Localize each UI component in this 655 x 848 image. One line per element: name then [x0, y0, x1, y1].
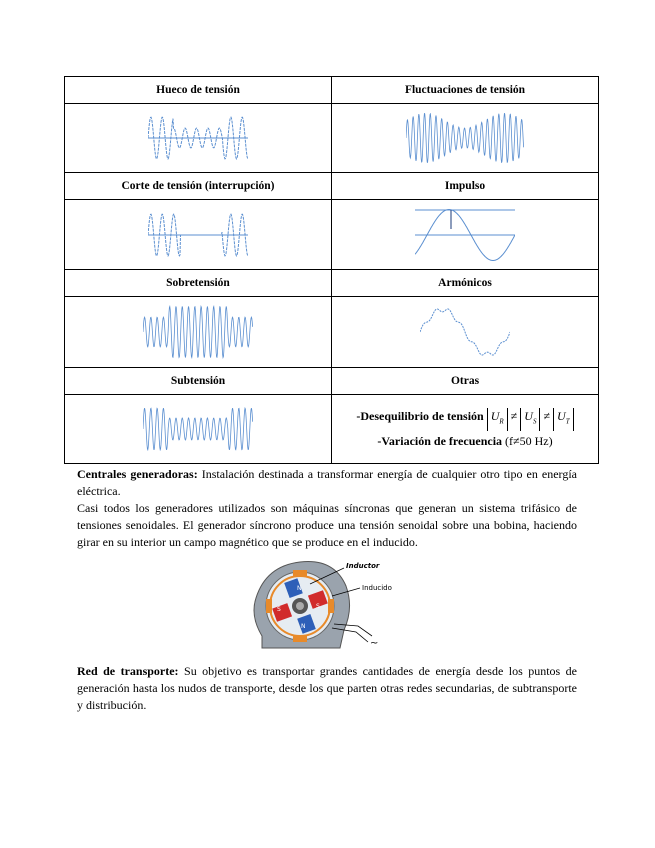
transporte-paragraph [77, 663, 577, 714]
pole-s-left: S [277, 606, 281, 613]
inducido-label: Inducido [362, 584, 392, 592]
variacion-label: -Variación de frecuencia [377, 433, 503, 448]
generadoras-text: Instalación destinada a transformar energía de cualquier otro tipo en energía eléctrica. [77, 467, 577, 498]
ut-abs: $U_T$ [553, 408, 574, 430]
armon-signal [420, 309, 510, 355]
variacion-line [332, 431, 598, 452]
ur-abs: $U_R$ [487, 408, 508, 430]
table-header-hueco: Hueco de tensión [65, 77, 332, 104]
pole-s-right: S [316, 603, 320, 610]
table-header-otras: Otras [332, 368, 599, 395]
pole-n-top: N [297, 585, 302, 592]
generadoras-title: Centrales generadoras: [77, 467, 198, 481]
generadores-text: Casi todos los generadores utilizados son máquinas síncronas que generan un sistema trifásico de tensiones senoidales. El generador síncrono produce una tensión senoidal sobre una bobina, haciendo girar en su interior un campo magnético que se produce en el inducido. [77, 501, 577, 549]
table-header-fluctuaciones: Fluctuaciones de tensión [332, 77, 599, 104]
fluct-signal [406, 113, 524, 163]
otras-content [332, 395, 599, 464]
synchronous-generator-figure [248, 556, 398, 656]
pole-n-bottom: N [301, 623, 306, 630]
table-header-impulso: Impulso [332, 173, 599, 200]
disturbance-table [64, 76, 599, 464]
fluctuaciones-waveform [406, 113, 524, 163]
hueco-waveform [148, 116, 248, 160]
corte-waveform [148, 213, 248, 257]
table-header-armonicos: Armónicos [332, 270, 599, 297]
sobretension-waveform [143, 305, 253, 359]
neq-1: ≠ [510, 409, 518, 424]
table-header-subtension: Subtensión [65, 368, 332, 395]
desequilibrio-label: -Desequilibrio de tensión [356, 409, 484, 424]
variacion-value: (f≠50 Hz) [505, 433, 553, 448]
transporte-title: Red de transporte: [77, 664, 179, 678]
inductor-label: Inductor [346, 562, 380, 570]
armonicos-waveform [420, 302, 510, 362]
table-header-corte: Corte de tensión (interrupción) [65, 173, 332, 200]
ac-symbol: ~ [370, 638, 379, 649]
subtension-waveform [143, 407, 253, 451]
sub-signal [143, 408, 253, 450]
sobre-signal [143, 306, 253, 357]
us-abs: $U_S$ [520, 408, 540, 430]
generadoras-paragraph [77, 466, 577, 551]
desequilibrio-line [332, 406, 598, 430]
impulso-waveform [415, 205, 515, 265]
transporte-text: Su objetivo es transportar grandes cantidades de energía desde los puntos de generación hasta los nudos de transporte, desde los que parten otras redes secundarias, de subtransporte y distribución. [77, 664, 577, 712]
table-header-sobretension: Sobretensión [65, 270, 332, 297]
neq-2: ≠ [543, 409, 551, 424]
